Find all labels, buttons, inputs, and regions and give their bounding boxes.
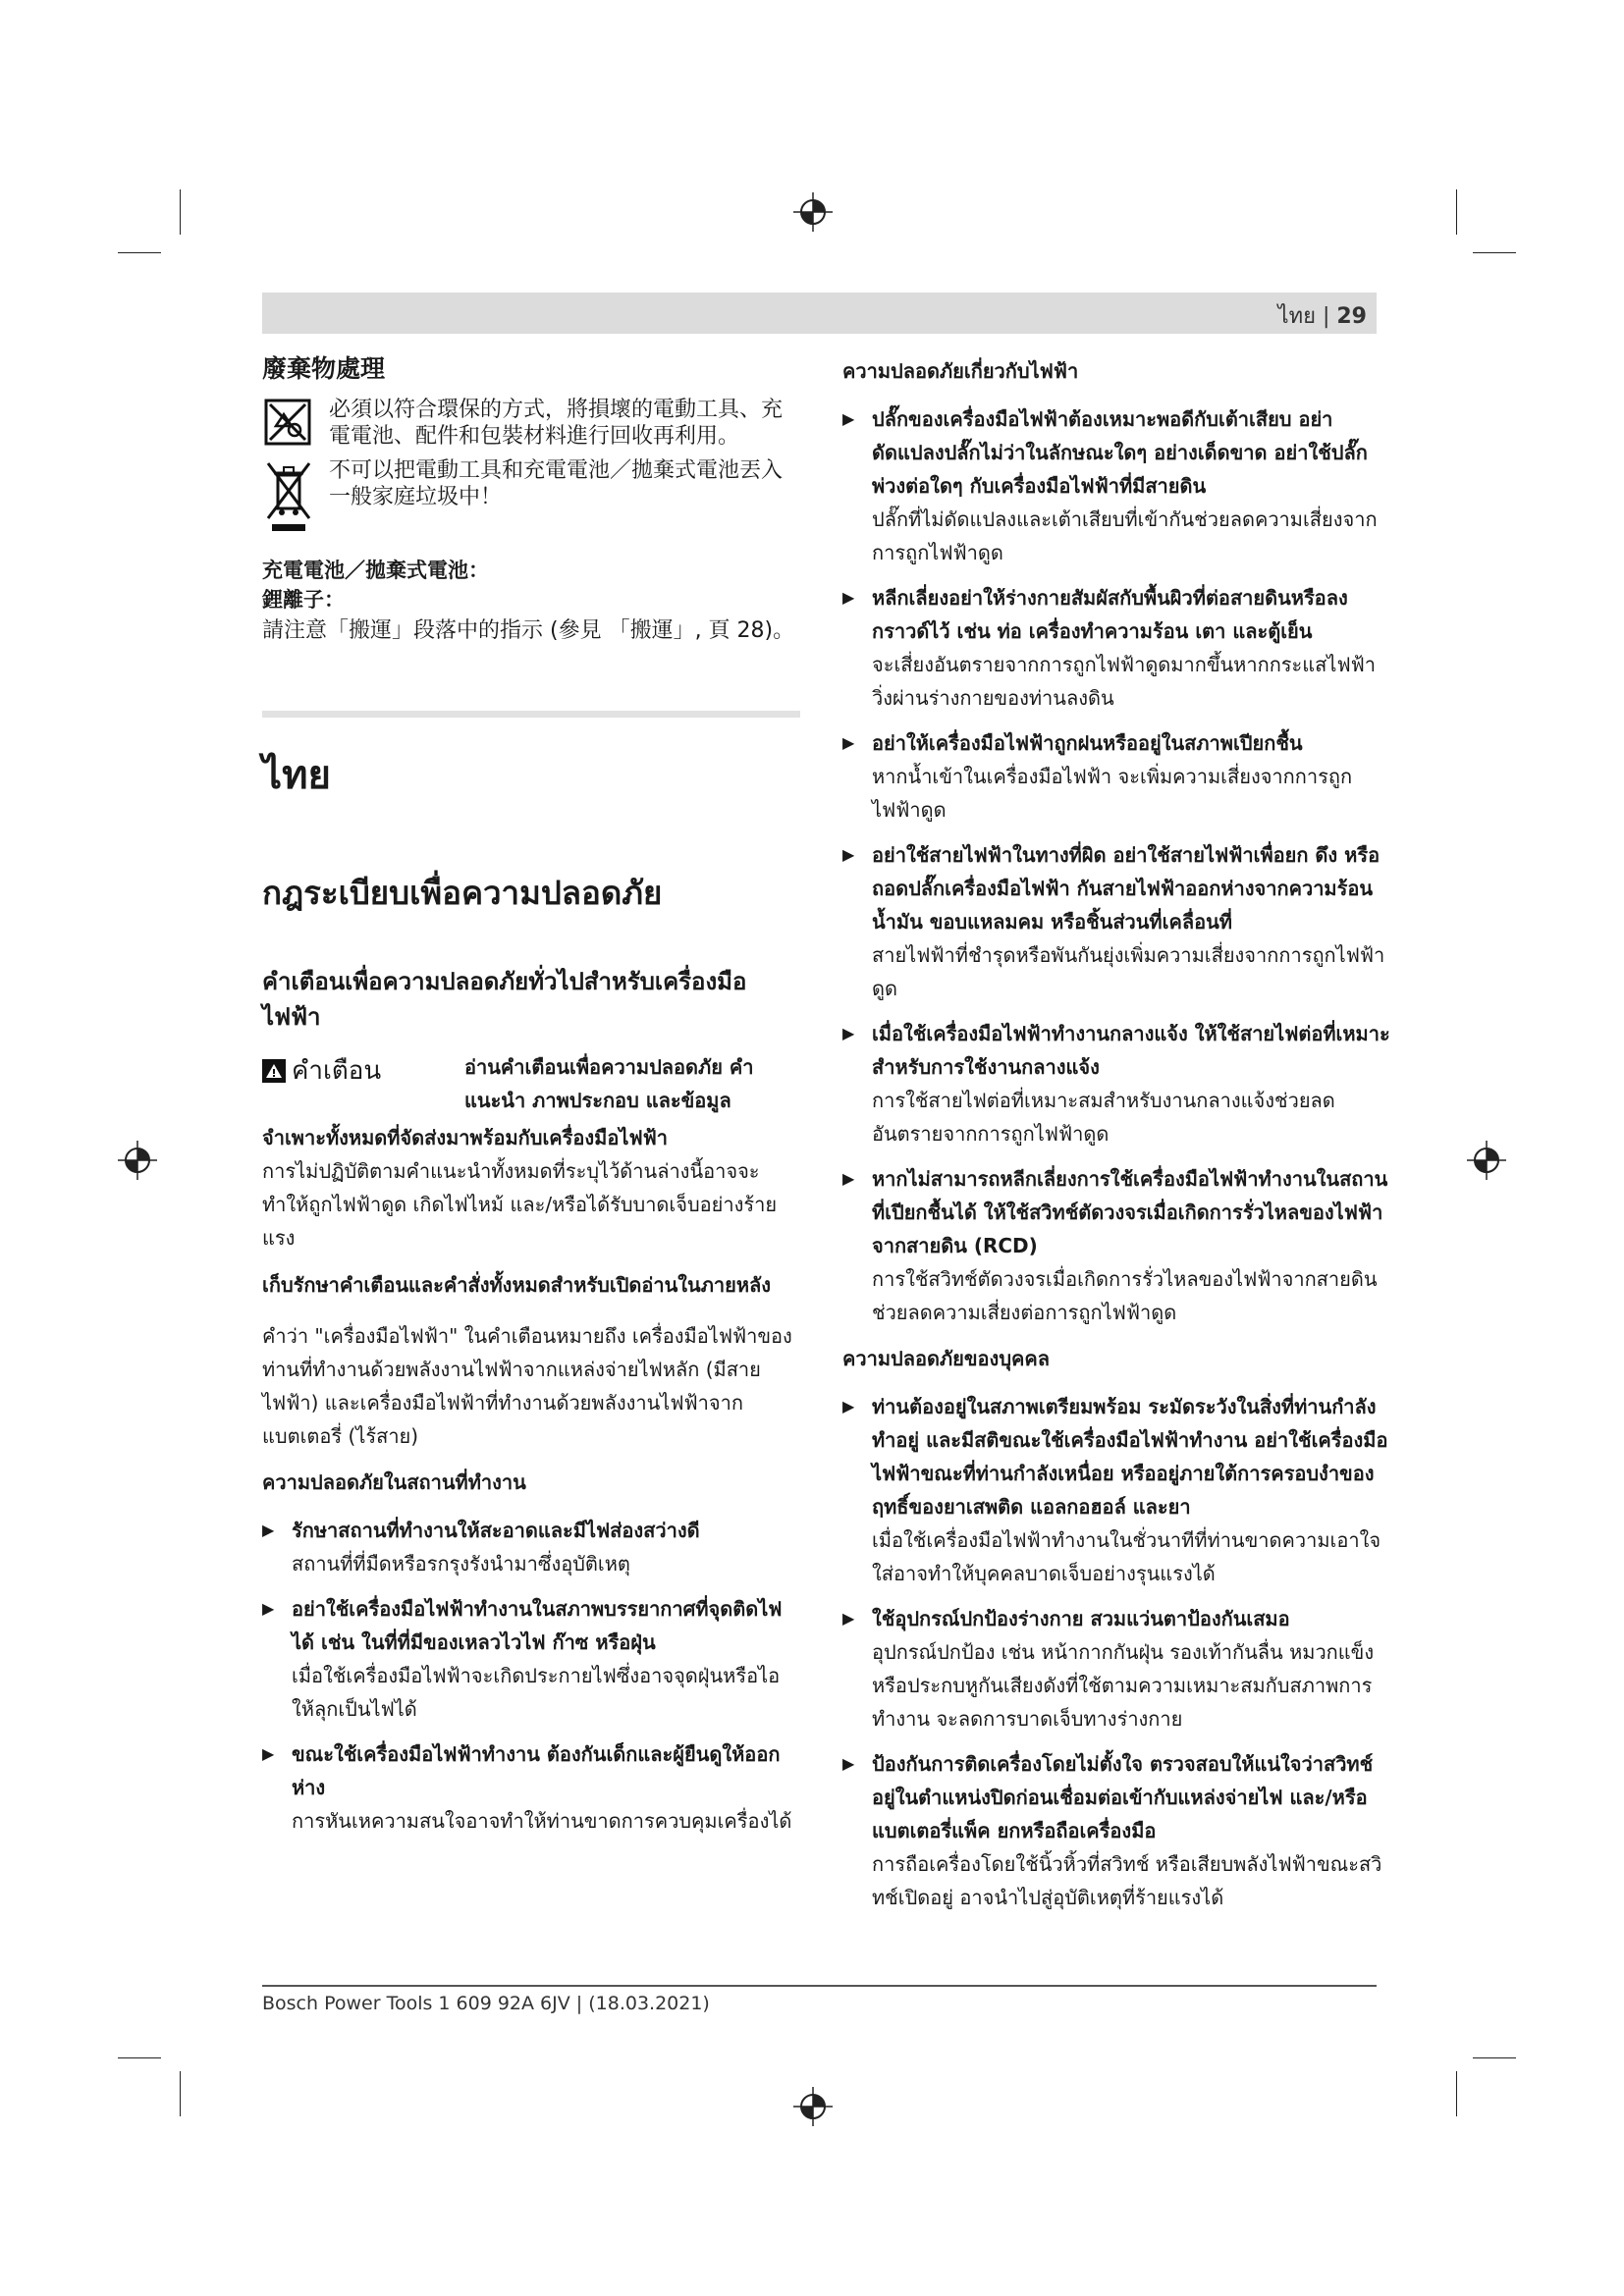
item-text: การหันเหความสนใจอาจทำให้ท่านขาดการควบคุมเครื่องได้ — [292, 1809, 792, 1833]
left-column — [262, 349, 800, 1849]
item-text: การถือเครื่องโดยใช้นิ้วหิ้วที่สวิทช์ หรือเสียบพลังไฟฟ้าขณะสวิทช์เปิดอยู่ อาจนำไปสู่อุบัติเหตุที่ร้ายแรงได้ — [872, 1852, 1382, 1909]
list-item — [262, 1737, 800, 1838]
work-area-title: ความปลอดภัยในสถานที่ทำงาน — [262, 1470, 526, 1494]
item-text: เมื่อใช้เครื่องมือไฟฟ้าจะเกิดประกายไฟซึ่งอาจจุดฝุ่นหรือไอให้ลุกเป็นไฟได้ — [292, 1664, 781, 1721]
crop-mark — [118, 2057, 161, 2058]
item-bold: อย่าใช้สายไฟฟ้าในทางที่ผิด อย่าใช้สายไฟฟ้าเพื่อยก ดึง หรือถอดปลั๊กเครื่องมือไฟฟ้า กันสายไฟฟ้าออกห่างจากความร้อน น้ำมัน ขอบแหลมคม หรือชิ้นส่วนที่เคลื่อนที่ — [872, 843, 1380, 934]
bullet-icon: ▶ — [842, 1169, 855, 1188]
list-item — [842, 726, 1392, 827]
right-column — [842, 355, 1392, 1926]
item-text: การใช้สวิทช์ตัดวงจรเมื่อเกิดการรั่วไหลของไฟฟ้าจากสายดินช่วยลดความเสี่ยงต่อการถูกไฟฟ้าดูด — [872, 1267, 1378, 1324]
registration-mark-icon — [118, 1141, 157, 1180]
list-item — [842, 402, 1392, 569]
bullet-icon: ▶ — [842, 1397, 855, 1415]
general-warnings-title: คำเตือนเพื่อความปลอดภัยทั่วไปสำหรับเครื่องมือไฟฟ้า — [262, 968, 747, 1031]
bullet-icon: ▶ — [842, 409, 855, 428]
item-bold: ท่านต้องอยู่ในสภาพเตรียมพร้อม ระมัดระวังในสิ่งที่ท่านกำลังทำอยู่ และมีสติขณะใช้เครื่องมือไฟฟ้าทำงาน อย่าใช้เครื่องมือไฟฟ้าขณะที่ท่านกำลังเหนื่อย หรืออยู่ภายใต้การครอบงำของฤทธิ์ของยาเสพติด แอลกอฮอล์ และยา — [872, 1395, 1388, 1519]
warning-triangle-icon — [262, 1059, 286, 1083]
item-text: จะเสี่ยงอันตรายจากการถูกไฟฟ้าดูดมากขึ้นหากกระแสไฟฟ้าวิ่งผ่านร่างกายของท่านลงดิน — [872, 653, 1376, 710]
transport-note: 請注意「搬運」段落中的指示 (參見 「搬運」, 頁 28)。 — [262, 618, 795, 643]
waste-text-1: 必須以符合環保的方式，將損壞的電動工具、充電電池、配件和包裝材料進行回收再利用。 — [329, 398, 784, 449]
registration-mark-icon — [793, 2087, 833, 2126]
list-item — [262, 1592, 800, 1726]
crop-mark — [180, 189, 181, 235]
battery-heading: 充電電池／拋棄式電池： — [262, 559, 489, 582]
warning-body: การไม่ปฏิบัติตามคำแนะนำทั้งหมดที่ระบุไว้ด้านล่างนี้อาจจะทำให้ถูกไฟฟ้าดูด เกิดไฟไหม้ และ/หรือได้รับบาดเจ็บอย่างร้ายแรง — [262, 1159, 778, 1250]
page-number: 29 — [1336, 304, 1367, 329]
crop-mark — [1473, 252, 1516, 253]
item-bold: ปลั๊กของเครื่องมือไฟฟ้าต้องเหมาะพอดีกับเต้าเสียบ อย่าดัดแปลงปลั๊กไม่ว่าในลักษณะใดๆ อย่างเด็ดขาด อย่าใช้ปลั๊กพ่วงต่อใดๆ กับเครื่องมือไฟฟ้าที่มีสายดิน — [872, 407, 1368, 498]
warning-label-text: คำเตือน — [292, 1056, 382, 1086]
waste-recycle-block — [262, 397, 800, 450]
list-item — [842, 1017, 1392, 1150]
bullet-icon: ▶ — [262, 1599, 275, 1618]
language-title: ไทย — [262, 753, 331, 798]
registration-mark-icon — [1467, 1141, 1506, 1180]
list-item — [842, 1747, 1392, 1914]
section-divider — [262, 711, 800, 718]
warning-label — [262, 1050, 464, 1091]
bullet-icon: ▶ — [842, 1754, 855, 1773]
work-area-list — [262, 1514, 800, 1838]
list-item — [842, 1162, 1392, 1329]
item-bold: ป้องกันการติดเครื่องโดยไม่ตั้งใจ ตรวจสอบให้แน่ใจว่าสวิทช์อยู่ในตำแหน่งปิดก่อนเชื่อมต่อเข้ากับแหล่งจ่ายไฟ และ/หรือแบตเตอรี่แพ็ค ยกหรือถือเครื่องมือ — [872, 1752, 1374, 1842]
waste-disposal-title: 廢棄物處理 — [262, 354, 386, 383]
term-definition: คำว่า "เครื่องมือไฟฟ้า" ในคำเตือนหมายถึง เครื่องมือไฟฟ้าของท่านที่ทำงานด้วยพลังงานไฟฟ้าจากแหล่งจ่ายไฟหลัก (มีสายไฟฟ้า) และเครื่องมือไฟฟ้าที่ทำงานด้วยพลังงานไฟฟ้าจากแบตเตอรี่ (ไร้สาย) — [262, 1324, 792, 1448]
waste-text-2: 不可以把電動工具和充電電池／拋棄式電池丟入一般家庭垃圾中！ — [329, 458, 784, 509]
item-text: สายไฟฟ้าที่ชำรุดหรือพันกันยุ่งเพิ่มความเสี่ยงจากการถูกไฟฟ้าดูด — [872, 943, 1385, 1000]
crop-mark — [180, 2071, 181, 2116]
registration-mark-icon — [793, 192, 833, 232]
page-footer: Bosch Power Tools 1 609 92A 6JV | (18.03.2021) — [262, 1993, 710, 2014]
liion-heading: 鋰離子： — [262, 588, 345, 612]
item-bold: ใช้อุปกรณ์ปกป้องร่างกาย สวมแว่นตาป้องกันเสมอ — [872, 1607, 1290, 1630]
list-item — [262, 1514, 800, 1580]
page-header: ไทย | 29 — [1277, 304, 1367, 329]
warning-lead: อ่านคำเตือนเพื่อความปลอดภัย คำแนะนำ ภาพประกอบ และข้อมูล — [464, 1055, 754, 1112]
waste-bin-block — [262, 457, 800, 536]
item-bold: รักษาสถานที่ทำงานให้สะอาดและมีไฟส่องสว่างดี — [292, 1519, 700, 1542]
keep-instructions-title: เก็บรักษาคำเตือนและคำสั่งทั้งหมดสำหรับเปิดอ่านในภายหลัง — [262, 1273, 772, 1297]
warning-lead-continued: จำเพาะทั้งหมดที่จัดส่งมาพร้อมกับเครื่องมือไฟฟ้า — [262, 1126, 668, 1149]
item-bold: หากไม่สามารถหลีกเลี่ยงการใช้เครื่องมือไฟฟ้าทำงานในสถานที่เปียกชื้นได้ ให้ใช้สวิทช์ตัดวงจรเมื่อเกิดการรั่วไหลของไฟฟ้าจากสายดิน (RCD) — [872, 1167, 1388, 1257]
item-text: ปลั๊กที่ไม่ดัดแปลงและเต้าเสียบที่เข้ากันช่วยลดความเสี่ยงจากการถูกไฟฟ้าดูด — [872, 507, 1378, 564]
page-header-bar — [262, 293, 1377, 334]
safety-section-title: กฎระเบียบเพื่อความปลอดภัย — [262, 874, 663, 912]
warning-block — [262, 1050, 800, 1117]
list-item — [842, 581, 1392, 715]
header-language: ไทย — [1277, 304, 1316, 329]
crop-mark — [118, 252, 161, 253]
item-bold: ขณะใช้เครื่องมือไฟฟ้าทำงาน ต้องกันเด็กและผู้ยืนดูให้ออกห่าง — [292, 1742, 781, 1799]
crop-mark — [1456, 189, 1457, 235]
item-text: อุปกรณ์ปกป้อง เช่น หน้ากากกันฝุ่น รองเท้ากันลื่น หมวกแข็ง หรือประกบหูกันเสียงดังที่ใช้ตามความเหมาะสมกับสภาพการทำงาน จะลดการบาดเจ็บทางร่างกาย — [872, 1640, 1375, 1731]
electrical-list — [842, 402, 1392, 1329]
list-item — [842, 1602, 1392, 1735]
recycle-icon — [262, 397, 313, 448]
bullet-icon: ▶ — [842, 733, 855, 752]
bullet-icon: ▶ — [262, 1744, 275, 1763]
bullet-icon: ▶ — [842, 845, 855, 864]
bullet-icon: ▶ — [842, 1609, 855, 1628]
personal-safety-title: ความปลอดภัยของบุคคล — [842, 1347, 1051, 1370]
personal-list — [842, 1390, 1392, 1914]
item-bold: เมื่อใช้เครื่องมือไฟฟ้าทำงานกลางแจ้ง ให้ใช้สายไฟต่อที่เหมาะสำหรับการใช้งานกลางแจ้ง — [872, 1022, 1390, 1079]
list-item — [842, 1390, 1392, 1590]
bullet-icon: ▶ — [842, 1024, 855, 1042]
bullet-icon: ▶ — [262, 1521, 275, 1539]
bullet-icon: ▶ — [842, 588, 855, 607]
crossed-bin-icon — [262, 457, 313, 536]
item-text: สถานที่ที่มืดหรือรกรุงรังนำมาซึ่งอุบัติเหตุ — [292, 1552, 630, 1575]
electrical-safety-title: ความปลอดภัยเกี่ยวกับไฟฟ้า — [842, 359, 1079, 383]
item-text: หากน้ำเข้าในเครื่องมือไฟฟ้า จะเพิ่มความเสี่ยงจากการถูกไฟฟ้าดูด — [872, 765, 1353, 822]
item-text: การใช้สายไฟต่อที่เหมาะสมสำหรับงานกลางแจ้งช่วยลดอันตรายจากการถูกไฟฟ้าดูด — [872, 1089, 1335, 1146]
crop-mark — [1473, 2057, 1516, 2058]
item-bold: อย่าใช้เครื่องมือไฟฟ้าทำงานในสภาพบรรยากาศที่จุดติดไฟได้ เช่น ในที่ที่มีของเหลวไวไฟ ก๊าซ หรือฝุ่น — [292, 1597, 783, 1654]
crop-mark — [1456, 2071, 1457, 2116]
footer-rule — [262, 1985, 1377, 1987]
list-item — [842, 838, 1392, 1005]
item-bold: อย่าให้เครื่องมือไฟฟ้าถูกฝนหรืออยู่ในสภาพเปียกชื้น — [872, 731, 1303, 755]
item-bold: หลีกเลี่ยงอย่าให้ร่างกายสัมผัสกับพื้นผิวที่ต่อสายดินหรือลงกราวด์ไว้ เช่น ท่อ เครื่องทำความร้อน เตา และตู้เย็น — [872, 586, 1348, 643]
item-text: เมื่อใช้เครื่องมือไฟฟ้าทำงานในชั่วนาทีที่ท่านขาดความเอาใจใส่อาจทำให้บุคคลบาดเจ็บอย่างรุนแรงได้ — [872, 1528, 1381, 1585]
